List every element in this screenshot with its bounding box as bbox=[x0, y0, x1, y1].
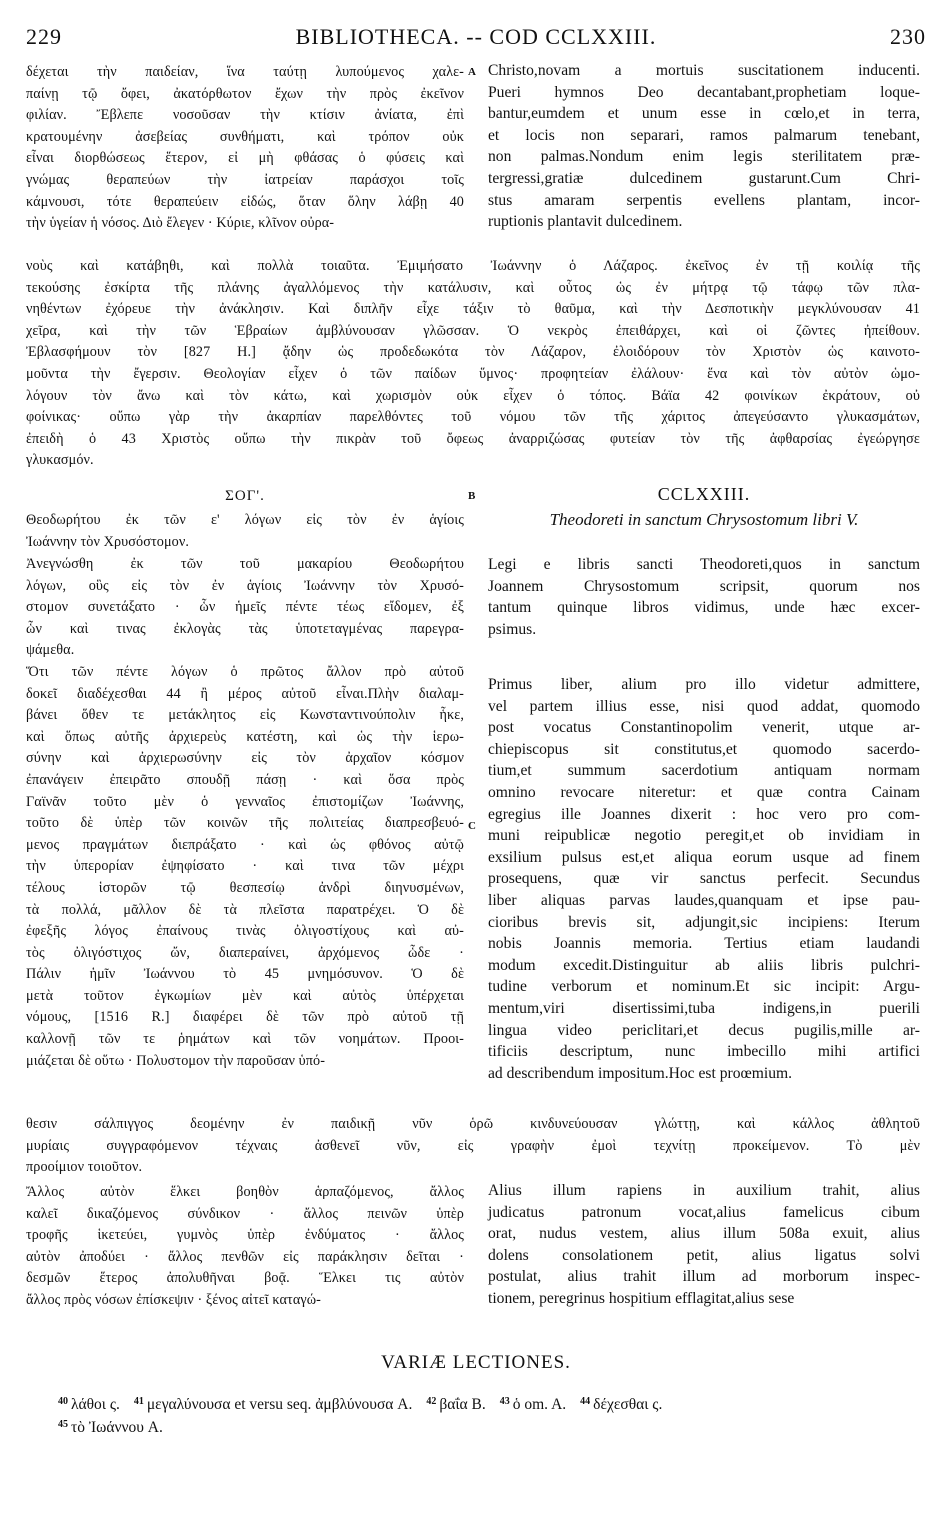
latin-section-title: Theodoreti in sanctum Chrysostomum libri V. bbox=[549, 510, 859, 529]
greek-text-line: μιάζεται δὲ οὕτω · Πολυστομον τὴν παροῦσαν ὑπό- bbox=[26, 1052, 326, 1069]
greek-text-line: ἐπειδὴ ὁ 43 Χριστὸς οὔπω τὴν πικρὰν τοῦ ὄφεως ἀναρριζώσας φυτείαν τὸν τῆς ἀφθαρσίας ἐγεώργησε bbox=[26, 430, 920, 447]
latin-text-line: lingua video periclitari,et decus pugilis,mille ar- bbox=[488, 1021, 920, 1039]
latin-text-line: prosequens, quæ vir sanctus perfecit. Secundus bbox=[488, 870, 920, 888]
note-number: 43 bbox=[499, 1396, 510, 1407]
latin-text-line: exsilium pulsus est,et aliqua eorum usque ad finem bbox=[488, 848, 920, 866]
latin-text-line: dolens consolationem petit, alius ligatus solvi bbox=[488, 1246, 920, 1264]
latin-text-line: tantum quinque libros vidimus, unde hæc excer- bbox=[488, 599, 920, 617]
latin-text-line: postulat, alius trahit illum ad morborum inspec- bbox=[488, 1268, 920, 1286]
latin-text-line: cioribus brevis sit, adjungit,sic incipiens: Iterum bbox=[488, 913, 920, 931]
greek-text-line: μετὰ τοῦτον ἐγκωμίων μὲν καὶ αὐτὸς ὑπέρχεται bbox=[26, 987, 464, 1004]
variae-lectiones-notes bbox=[58, 1392, 676, 1438]
greek-text-line: ψάμεθα. bbox=[26, 642, 75, 659]
latin-column-middle-body bbox=[488, 674, 920, 1084]
greek-text-line: δεσμῶν ἕτερος ἀπολυθῆναι βοᾷ. Ἕλκει τις αὐτὸν bbox=[26, 1270, 464, 1287]
latin-text-line: ad describendum impositum.Hoc est proœmium. bbox=[488, 1064, 793, 1082]
greek-text-line: τὸς ὀλιγόστιχος ὤν, διαπεραίνει, ἀρχόμενος ὧδε · bbox=[26, 944, 464, 961]
greek-text-line: χεῖρα, καὶ τὴν τῶν Ἑβραίων ἀμβλύνουσαν γλῶσσαν. Ὁ νεκρὸς ἐπειθάρχει, καὶ οἱ ζῶντες ἠπείθουν. bbox=[26, 322, 920, 339]
latin-text-line: Christo,novam a mortuis suscitationem inducenti. bbox=[488, 62, 920, 79]
greek-text-line: καὶ ὅπως αὐτῆς ἀρχιερεὺς κατέστη, καὶ ὡς τὴν ἱερω- bbox=[26, 728, 464, 745]
latin-text-line: Pueri hymnos Deo decantabant,prophetiam loque- bbox=[488, 83, 920, 101]
greek-text-line: τὴν ὑγείαν ἡ νόσος. Διὸ ἔλεγεν · Κύριε, κλῖνον οὐρα- bbox=[26, 215, 335, 232]
latin-text-line: post vocatus Constantinopolim venerit, utque ar- bbox=[488, 719, 920, 737]
note-text: βαΐα B. bbox=[439, 1396, 486, 1413]
greek-text-line: ἐπανάγειν ἐπειρᾶτο σπουδῇ πάσῃ · καὶ ὅσα πρὸς bbox=[26, 771, 464, 788]
note-number: 42 bbox=[426, 1396, 437, 1407]
greek-text-line: ἐφεξῆς λόγος ἐπαίνους τινὰς ὀλιγοστίχους καὶ αὐ- bbox=[26, 923, 464, 940]
greek-text-line: κάμνουσι, τότε θεραπεύειν εἰδώς, ὅταν ὅλην λάβῃ 40 bbox=[26, 193, 464, 210]
note-number: 45 bbox=[58, 1419, 68, 1430]
greek-text-line: ὧν καὶ τινας ἐκλογὰς τὰς ὑποτεταγμένας παρεγρα- bbox=[26, 620, 464, 637]
latin-text-line: tudine verborum et nominum.Et sic incipit: Argu- bbox=[488, 978, 920, 996]
latin-text-line: tionem, peregrinus hospitium efflagitat,alius sese bbox=[488, 1289, 795, 1307]
greek-text-line: νοὺς καὶ κατάβηθι, καὶ πολλὰ τοιαῦτα. Ἐμιμήσατο Ἰωάννην ὁ Λάζαρος. ἐκεῖνος ἐν τῇ κοιλίᾳ τῆς bbox=[26, 258, 920, 274]
latin-text-line: omnino revocare niteretur: et quæ contra Cainam bbox=[488, 783, 920, 801]
latin-text-line: psimus. bbox=[488, 620, 537, 638]
greek-text-line: αὐτὸν ἀποδύει · ἄλλος πενθῶν εἰς παράκλησιν δεῖται · bbox=[26, 1248, 464, 1265]
greek-section-number: ΣΟΓ'. bbox=[225, 488, 265, 504]
greek-title-line: Ἰωάννην τὸν Χρυσόστομον. bbox=[26, 533, 190, 550]
note-number: 41 bbox=[133, 1396, 144, 1407]
latin-text-line: bantur,eumdem et unum esse in cœlo,et in terra, bbox=[488, 105, 920, 123]
margin-marker-b: B bbox=[468, 490, 476, 502]
variae-lectiones-heading: VARIÆ LECTIONES. bbox=[381, 1352, 571, 1373]
greek-text-line: Γαϊνᾶν τοῦτο μὲν ὁ γενναῖος ἐπιστομίζων Ἰωάννης, bbox=[26, 793, 464, 810]
greek-column-top bbox=[26, 62, 464, 235]
page-number-left: 229 bbox=[26, 24, 62, 49]
greek-text-line: φοίνικας· οὔπω γὰρ τὴν ἀκαρπίαν παρελθόντες τοῦ νόμου τῶν τῆς χάριτος ἀπεγεύσαντο γλυκασμάτων, bbox=[26, 409, 920, 426]
latin-text-line: tium,et summum sacerdotium antiquam normam bbox=[488, 762, 920, 780]
greek-text-line: σύνην καὶ ἀρχιερωσύνην εἰς τὸν ἀρχαῖον κόσμον bbox=[26, 750, 464, 767]
note-number: 44 bbox=[580, 1396, 591, 1407]
note-text: λάθοι ς. bbox=[71, 1396, 120, 1413]
latin-column-top bbox=[488, 60, 920, 233]
greek-section-title bbox=[26, 510, 464, 553]
greek-text-line: τὰ πολλά, μᾶλλον δὲ τὰ πλεῖστα παρατρέχει. Ὁ δὲ bbox=[26, 901, 464, 918]
greek-text-line: Ἄλλος αὐτὸν ἕλκει βοηθὸν ἁρπαζόμενος, ἄλλος bbox=[26, 1184, 464, 1200]
greek-text-line: Ὅτι τῶν πέντε λόγων ὁ πρῶτος ἄλλον πρὸ αὐτοῦ bbox=[26, 663, 464, 680]
greek-text-line: δοκεῖ διαδέχεσθαι 44 ἢ μέρος αὐτοῦ εἶναι.Πλὴν διαλαμ- bbox=[26, 685, 464, 702]
latin-text-line: muni reipublicæ negotio peregit,et ob invidiam in bbox=[488, 827, 920, 845]
greek-column-bottom bbox=[26, 1182, 464, 1312]
variae-line-1 bbox=[58, 1392, 676, 1415]
greek-text-line: τὴν ὑπερορίαν ἐψηφίσατο · καὶ τινα τῶν μέχρι bbox=[26, 858, 464, 875]
greek-text-line: τέλους ἱστορῶν τῷ θεσπεσίῳ ἀνδρὶ διηνυσμένων, bbox=[26, 879, 464, 896]
latin-text-line: chiepiscopus sit constitutus,et quomodo sacerdo- bbox=[488, 740, 920, 758]
greek-text-line: λόγουν τὸν ἄνω καὶ τὸν κάτω, καὶ χωρισμὸν οὐκ εἶχεν ὁ τόπος. Βάϊα 42 φοινίκων ἐκράτουν, οὐ bbox=[26, 387, 920, 404]
latin-text-line: Alius illum rapiens in auxilium trahit, alius bbox=[488, 1182, 920, 1199]
greek-text-line: μενος πραγμάτων διεπράξατο · καὶ ὡς φθόνος αὐτῷ bbox=[26, 836, 464, 853]
greek-text-line: κρατουμένην ἀσεβείας συνθήματι, καὶ τρόπον οὐκ bbox=[26, 128, 464, 145]
greek-text-line: γνώμας θεραπεύων τὴν ἰατρείαν παράσχοι τοῖς bbox=[26, 171, 464, 188]
latin-text-line: vel partem illius esse, nisi quod addat, quomodo bbox=[488, 697, 920, 715]
latin-text-line: Joannem Chrysostomum scripsit, quorum nos bbox=[488, 577, 920, 595]
greek-text-line: νηθέντων ἐχόρευε τὴν ἀνάκλησιν. Καὶ διπλῆν εἶχε τάξιν τὸ θαῦμα, καὶ τὴν Δεσποτικὴν μεγκλύνουσαν 41 bbox=[26, 301, 920, 318]
greek-text-line: στομον συνετάξατο · ὧν ἡμεῖς πέντε τέως εἴδομεν, ἐξ bbox=[26, 599, 464, 616]
greek-text-line: θεσιν σάλπιγγος δεομένην ἐν παιδικῇ νῦν ὁρῶ κινδυνεύουσαν γλώττῃ, καὶ κάλλος ἀθλητοῦ bbox=[26, 1116, 920, 1132]
greek-text-line: καλλονῇ τῶν τε ῥημάτων καὶ τῶν νοημάτων. Προοι- bbox=[26, 1031, 464, 1048]
greek-text-line: εἶναι διορθώσεως ἕτερον, εἰ μὴ φθάσας ὁ φύσεις καὶ bbox=[26, 150, 464, 167]
greek-text-line: Ἐβλασφήμουν τὸν [827 H.] ᾄδην ὡς προδεδωκότα τὸν Λάζαρον, ἐλοιδόρουν τὸν Χριστὸν ὡς καινοτο- bbox=[26, 344, 920, 361]
greek-text-line: νόμους, [1516 R.] διαφέρει δὲ τῶν πρὸ αὐτοῦ τῇ bbox=[26, 1009, 464, 1026]
running-header bbox=[26, 24, 926, 52]
running-title: BIBLIOTHECA. -- COD CCLXXIII. bbox=[295, 24, 657, 49]
greek-text-line: δέχεται τὴν παιδείαν, ἵνα ταύτῃ λυπούμενος χαλε- bbox=[26, 64, 464, 80]
latin-text-line: Legi e libris sancti Theodoreti,quos in sanctum bbox=[488, 556, 920, 573]
greek-text-line: βάνει ὅθεν τε μετάκλητος εἰς Κωνσταντινούπολιν ἧκε, bbox=[26, 707, 464, 724]
latin-text-line: tergressi,gratiæ dulcedinem gustarunt.Cum Chri- bbox=[488, 169, 920, 187]
greek-text-line: καλεῖ δικαζόμενος σύνδικον · ἄλλος πεινῶν ὑπὲρ bbox=[26, 1205, 464, 1222]
greek-text-line: λόγων, οὓς εἰς τὸν ἐν ἁγίοις Ἰωάννην τὸν Χρυσό- bbox=[26, 577, 464, 594]
greek-full-width bbox=[26, 256, 920, 472]
greek-column-middle bbox=[26, 554, 464, 1072]
greek-text-line: τοῦτο δὲ ὑπὲρ τῶν κοινῶν τῆς πολιτείας διαπρεσβευό- bbox=[26, 815, 464, 832]
note-text: δέχεσθαι ς. bbox=[593, 1396, 663, 1413]
greek-title-line: Θεοδωρήτου ἐκ τῶν ε' λόγων εἰς τὸν ἐν ἁγίοις bbox=[26, 512, 464, 528]
greek-text-line: τροφῆς ἱκετεύει, γυμνὸς ὑπὲρ ἐνδύματος · ἄλλος bbox=[26, 1227, 464, 1244]
greek-text-line: Ἀνεγνώσθη ἐκ τῶν τοῦ μακαρίου Θεοδωρήτου bbox=[26, 556, 464, 572]
greek-text-line: μοῦντα τὴν ἔγερσιν. Θεολογίαν εἶχεν ὁ τῶν παίδων ὕμνος· προφητείαν ἐλάλουν· ἕνα καὶ τὸν αὐτὸν ὡμο- bbox=[26, 365, 920, 382]
note-text: τὸ Ἰωάννου A. bbox=[71, 1419, 163, 1436]
latin-text-line: orat, nudus vestem, alius illum 508a exuit, alius bbox=[488, 1225, 920, 1243]
latin-text-line: judicatus patronum vocat,alius famelicus cibum bbox=[488, 1203, 920, 1221]
margin-marker-c: C bbox=[468, 820, 476, 832]
latin-text-line: modum excedit.Distinguitur ab aliis libris pulchri- bbox=[488, 956, 920, 974]
latin-text-line: tificiis descriptum, nunc imbecillo mihi artifici bbox=[488, 1043, 920, 1061]
latin-text-line: stus amaram serpentis evellens plantam, incor- bbox=[488, 191, 920, 209]
margin-marker-a: A bbox=[468, 66, 476, 78]
latin-column-middle-intro bbox=[488, 554, 920, 640]
latin-text-line: et locis non separari, ramos palmarum tenebant, bbox=[488, 126, 920, 144]
latin-text-line: nobis Joannis memoria. Tertius etiam laudandi bbox=[488, 935, 920, 953]
latin-column-bottom bbox=[488, 1180, 920, 1310]
note-text: μεγαλύνουσα et versu seq. ἀμβλύνουσα A. bbox=[146, 1396, 413, 1413]
page-number-right: 230 bbox=[890, 24, 926, 49]
greek-full-width-second bbox=[26, 1114, 920, 1179]
greek-text-line: φιλίαν. Ἔβλεπε νοσοῦσαν τὴν κτίσιν ἀνίατα, ἐπὶ bbox=[26, 107, 464, 124]
greek-text-line: γλυκασμόν. bbox=[26, 452, 94, 469]
greek-text-line: παίνῃ τῷ ὄφει, ἀκατόρθωτον ἔχων τὴν πρὸς ἐκεῖνον bbox=[26, 85, 464, 102]
greek-text-line: ἄλλος πρὸς νόσων ἐπίσκεψιν · ξένος αἰτεῖ καταγώ- bbox=[26, 1291, 321, 1308]
variae-line-2 bbox=[58, 1415, 676, 1438]
note-number: 40 bbox=[58, 1396, 68, 1407]
greek-text-line: προοίμιον τοιοῦτον. bbox=[26, 1159, 143, 1176]
greek-text-line: τεκούσης ἐσκίρτα τῆς πλάνης ἀγαλλόμενος τὴν κατάλυσιν, καὶ οὗτος ὡς ἐν μήτρᾳ τῷ τάφῳ τῶν πλα- bbox=[26, 279, 920, 296]
greek-text-line: μυρίαις συγγραφόμενον τέχναις ἀσθενεῖ νῦν, εἰς γραφὴν ἐμοὶ τεχνίτῃ προκείμενον. Τὸ μὲν bbox=[26, 1137, 920, 1154]
latin-text-line: ruptionis plantavit dulcedinem. bbox=[488, 213, 683, 231]
greek-text-line: Πάλιν ἡμῖν Ἰωάννου τὸ 45 μνημόσυνον. Ὁ δὲ bbox=[26, 966, 464, 983]
latin-text-line: egregius ille Joannes dixerit : hoc vero pro com- bbox=[488, 805, 920, 823]
latin-text-line: liber aliquas parvas laudes,quanquam et ipse pau- bbox=[488, 891, 920, 909]
note-text: ὁ om. A. bbox=[512, 1396, 567, 1413]
latin-text-line: mentum,viri disertissimi,tuba indigens,in puerili bbox=[488, 999, 920, 1017]
latin-text-line: non palmas.Nondum enim legis sterilitatem præ- bbox=[488, 148, 920, 166]
latin-section-number: CCLXXIII. bbox=[657, 484, 751, 504]
latin-text-line: Primus liber, alium pro illo videtur admittere, bbox=[488, 676, 920, 693]
